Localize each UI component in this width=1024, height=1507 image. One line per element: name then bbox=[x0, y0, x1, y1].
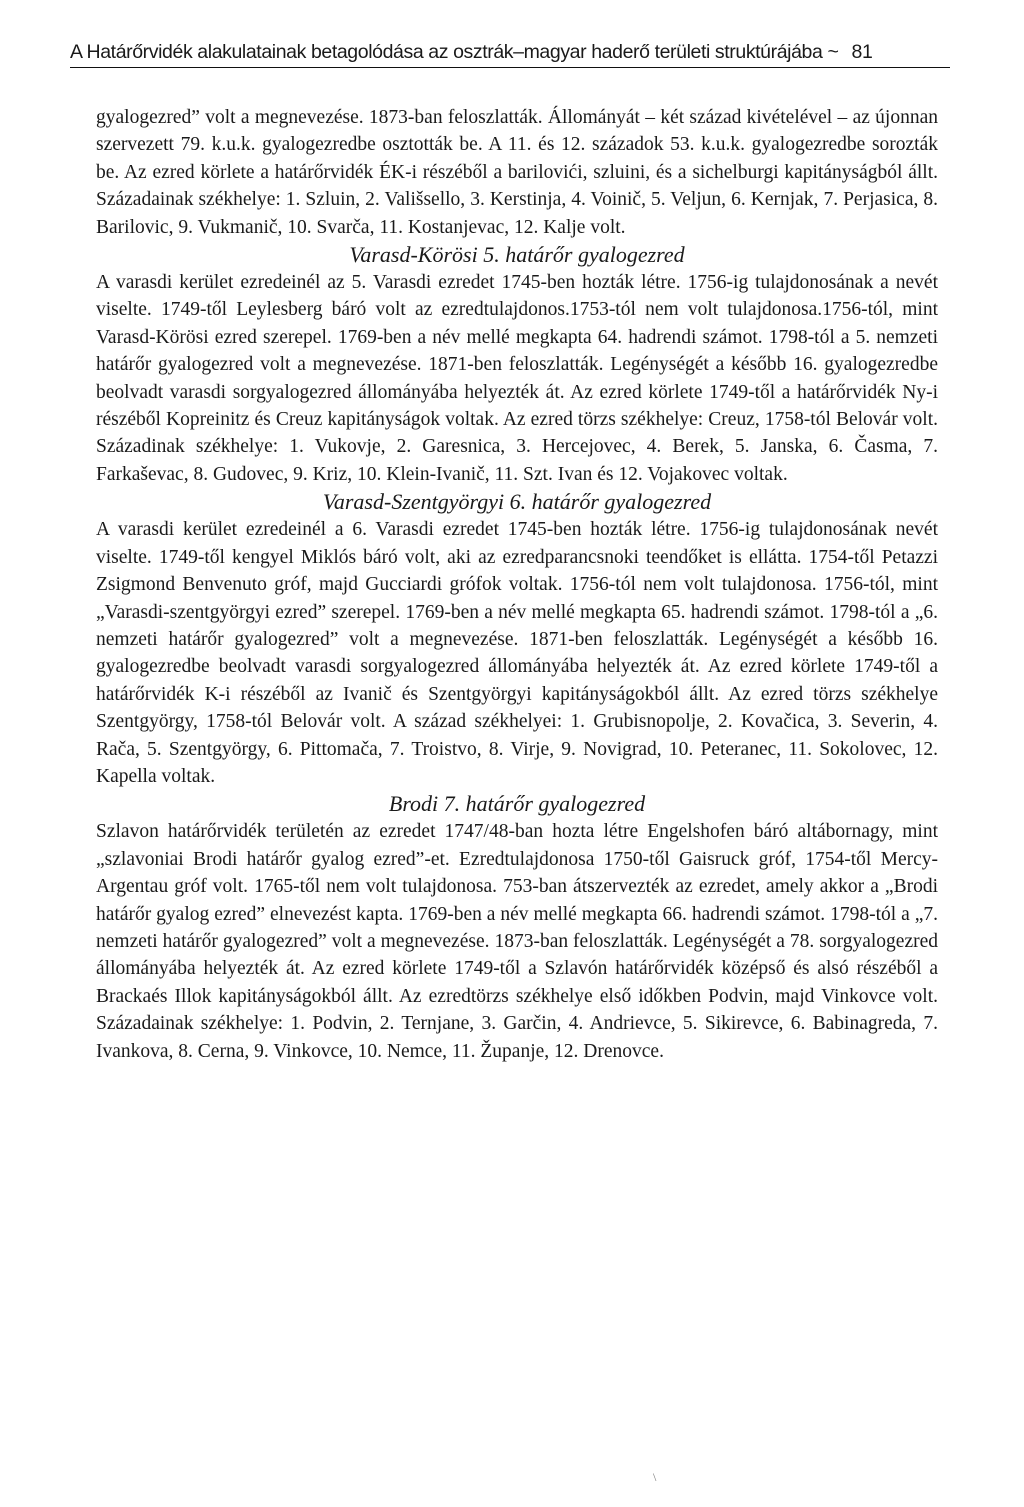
running-header bbox=[70, 40, 950, 68]
footer-mark: \ bbox=[653, 1470, 657, 1484]
paragraph-brodi: Szlavon határőrvidék területén az ezredet 1747/48-ban hozta létre Engelshofen báró altábornagy, mint „szlavoniai Brodi határőr gyalog ezred”-et. Ezredtulajdonosa 1750-től Gaisruck gróf, 1754-től Mercy-Argentau gróf volt. 1765-től nem volt tulajdonosa. 753-ban átszervezték az ezredet, amely akkor a „Brodi határőr gyalog ezred” elnevezést kapta. 1769-ben a név mellé megkapta 66. hadrendi számot. 1798-tól a „7. nemzeti határőr gyalogezred” volt a megnevezése. 1873-ban feloszlatták. Legénységét a 78. sorgyalogezred állományába helyezték át. Az ezred körlete 1749-től a Szlavón határőrvidék középső és alsó részéből a Brackaés Illok kapitányságokból állt. Az ezredtörzs székhelye első időkben Podvin, majd Vinkovce volt. Századainak székhelye: 1. Podvin, 2. Ternjane, 3. Garčin, 4. Andrievce, 5. Sikirevce, 6. Babinagreda, 7. Ivankova, 8. Cerna, 9. Vinkovce, 10. Nemce, 11. Županje, 12. Drenovce. bbox=[96, 821, 938, 1062]
section-title-brodi: Brodi 7. határőr gyalogezred bbox=[388, 791, 646, 817]
header-separator: ~ bbox=[827, 41, 839, 63]
page-content bbox=[96, 104, 938, 1065]
section-title-varasd-szentgyorgyi: Varasd-Szentgyörgyi 6. határőr gyalogezred bbox=[322, 489, 712, 515]
section-title-varasd-korosi: Varasd-Körösi 5. határőr gyalogezred bbox=[349, 242, 685, 268]
header-title: A Határőrvidék alakulatainak betagolódása az osztrák–magyar haderő területi struktúrájába bbox=[70, 41, 823, 63]
paragraph-varasd-korosi: A varasdi kerület ezredeinél az 5. Varasdi ezredet 1745-ben hozták létre. 1756-ig tulajdonosának a nevét viselte. 1749-től Leylesberg báró volt az ezredtulajdonos.1753-tól nem volt tulajdonosa.1756-tól, mint Varasd-Körösi ezred szerepel. 1769-ben a név mellé megkapta 64. hadrendi számot. 1798-tól a 5. nemzeti határőr gyalogezred volt a megnevezése. 1871-ben feloszlatták. Legénységét a később 16. gyalogezredbe beolvadt varasdi sorgyalogezred állományába helyezték át. Az ezred körlete 1749-től a határőrvidék Ny-i részéből Kopreinitz és Creuz kapitányságok voltak. Az ezred törzs székhelye: Creuz, 1758-tól Belovár volt. Századinak székhelye: 1. Vukovje, 2. Garesnica, 3. Hercejovec, 4. Berek, 5. Janska, 6. Časma, 7. Farkaševac, 8. Gudovec, 9. Kriz, 10. Klein-Ivanič, 11. Szt. Ivan és 12. Vojakovec voltak. bbox=[96, 272, 938, 485]
page-number: 81 bbox=[851, 41, 873, 63]
paragraph-continuation: gyalogezred” volt a megnevezése. 1873-ban feloszlatták. Állományát – két század kivételével – az újonnan szervezett 79. k.u.k. gyalogezredbe osztották be. A 11. és 12. századok 53. k.u.k. gyalogezredbe sorozták be. Az ezred körlete a határőrvidék ÉK-i részéből a barilovići, szluini, és a sichelburgi kapitányságból állt. Századainak székhelye: 1. Szluin, 2. Vališsello, 3. Kerstinja, 4. Voinič, 5. Veljun, 6. Kernjak, 7. Perjasica, 8. Barilovic, 9. Vukmanič, 10. Svarča, 11. Kostanjevac, 12. Kalje volt. bbox=[96, 107, 938, 238]
paragraph-varasd-szentgyorgyi: A varasdi kerület ezredeinél a 6. Varasdi ezredet 1745-ben hozták létre. 1756-ig tulajdonosának nevét viselte. 1749-től kengyel Miklós báró volt, aki az ezredparancsnoki teendőket is ellátta. 1754-től Petazzi Zsigmond Benvenuto gróf, majd Gucciardi grófok voltak. 1756-tól nem volt tulajdonosa. 1756-tól, mint „Varasdi-szentgyörgyi ezred” szerepel. 1769-ben a név mellé megkapta 65. hadrendi számot. 1798-tól a „6. nemzeti határőr gyalogezred” volt a megnevezése. 1871-ben feloszlatták. Legénységét a később 16. gyalogezredbe beolvadt varasdi sorgyalogezred állományába helyezték át. Az ezred körlete 1749-től a határőrvidék K-i részéből az Ivanič és Szentgyörgyi kapitányságokból állt. Az ezred törzs székhelye Szentgyörgy, 1758-tól Belovár volt. A század székhelyei: 1. Grubisnopolje, 2. Kovačica, 3. Severin, 4. Rača, 5. Szentgyörgy, 6. Pittomača, 7. Troistvo, 8. Virje, 9. Novigrad, 10. Peteranec, 11. Sokolovec, 12. Kapella voltak. bbox=[96, 519, 938, 787]
